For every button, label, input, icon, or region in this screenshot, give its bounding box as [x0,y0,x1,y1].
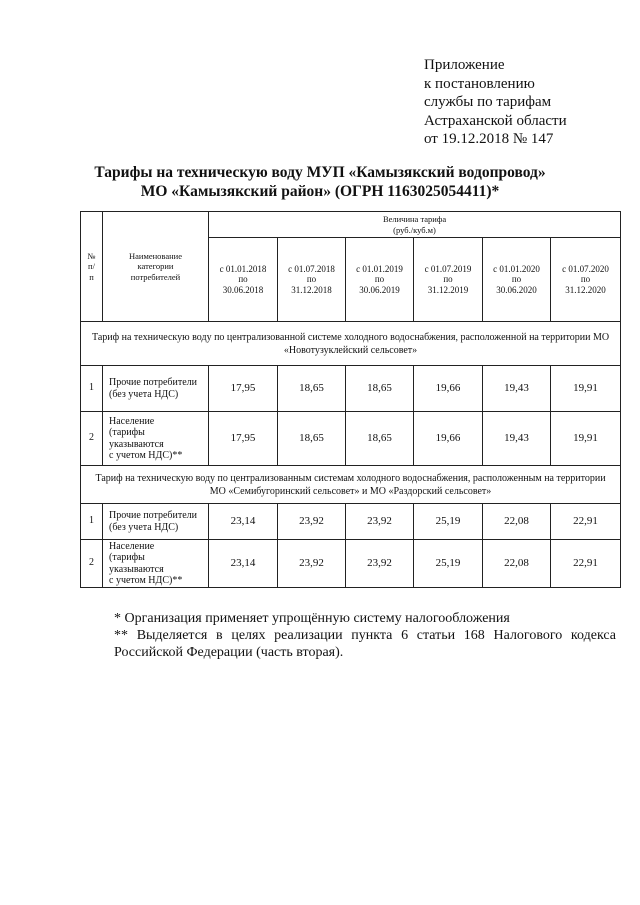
header-category: Наименование категории потребителей [103,212,209,322]
tariff-value-cell: 19,66 [414,366,483,412]
header-period: с 01.07.2018 по 31.12.2018 [278,238,346,322]
row-category: Население (тарифы указываются с учетом НДС)** [103,412,209,466]
row-number: 1 [81,366,103,412]
row-category: Население (тарифы указываются с учетом НДС)** [103,540,209,588]
tariff-value-cell: 23,92 [346,540,414,588]
table-row [81,540,621,588]
tariff-value-cell: 18,65 [346,412,414,466]
header-period: с 01.01.2020 по 30.06.2020 [483,238,551,322]
tariff-value-cell: 23,14 [209,504,278,540]
tariff-value-cell: 18,65 [346,366,414,412]
tariff-value-cell: 25,19 [414,540,483,588]
appendix-block [424,56,624,149]
header-tariff-value: Величина тарифа (руб./куб.м) [209,212,621,238]
tariff-value-cell: 18,65 [278,366,346,412]
appendix-line: к постановлению [424,75,535,92]
table-row [81,412,621,466]
section-title: Тариф на техническую воду по централизованной системе холодного водоснабжения, расположенной на территории МО «Новотузуклейский сельсовет» [81,322,621,366]
header-period: с 01.07.2020 по 31.12.2020 [551,238,621,322]
tariff-value-cell: 23,92 [346,504,414,540]
tariff-value-cell: 17,95 [209,412,278,466]
tariff-value-cell: 19,66 [414,412,483,466]
footnotes [86,610,616,661]
header-period: с 01.01.2019 по 30.06.2019 [346,238,414,322]
tariff-value-cell: 23,92 [278,504,346,540]
appendix-date-line: от 19.12.2018 № 147 [424,131,554,147]
tariff-value-cell: 23,14 [209,540,278,588]
footnote-1: * Организация применяет упрощённую систему налогообложения [114,611,510,626]
row-number: 2 [81,412,103,466]
row-number: 2 [81,540,103,588]
appendix-line: Приложение [424,57,505,73]
document-title-line-1: Тарифы на техническую воду МУП «Камызякский водопровод» [94,164,546,181]
tariff-value-cell: 19,43 [483,366,551,412]
header-period: с 01.01.2018 по 30.06.2018 [209,238,278,322]
tariff-value-cell: 17,95 [209,366,278,412]
tariff-value-cell: 23,92 [278,540,346,588]
table-row [81,366,621,412]
tariff-value-cell: 25,19 [414,504,483,540]
row-category: Прочие потребители (без учета НДС) [103,504,209,540]
tariff-value-cell: 19,43 [483,412,551,466]
tariff-value-cell: 22,08 [483,540,551,588]
tariff-value-cell: 22,91 [551,540,621,588]
row-category: Прочие потребители (без учета НДС) [103,366,209,412]
appendix-line: службы по тарифам [424,94,552,110]
tariff-value-cell: 19,91 [551,366,621,412]
tariff-value-cell: 22,08 [483,504,551,540]
tariff-value-cell: 22,91 [551,504,621,540]
row-number: 1 [81,504,103,540]
header-period: с 01.07.2019 по 31.12.2019 [414,238,483,322]
tariff-value-cell: 19,91 [551,412,621,466]
tariff-table [80,211,621,588]
section-row [81,322,621,366]
footnote-2: ** Выделяется в целях реализации пункта 6 статьи 168 Налогового кодекса Российской Федерации (часть вторая). [114,628,616,660]
appendix-line: Астраханской области [424,112,567,129]
header-num: № п/ п [81,212,103,322]
table-row [81,504,621,540]
section-row [81,466,621,504]
section-title: Тариф на техническую воду по централизованным системам холодного водоснабжения, расположенным на территории МО «Семибугоринский сельсовет» и МО «Раздорский сельсовет» [81,466,621,504]
document-title-line-2: МО «Камызякский район» (ОГРН 1163025054411)* [140,183,500,200]
tariff-value-cell: 18,65 [278,412,346,466]
